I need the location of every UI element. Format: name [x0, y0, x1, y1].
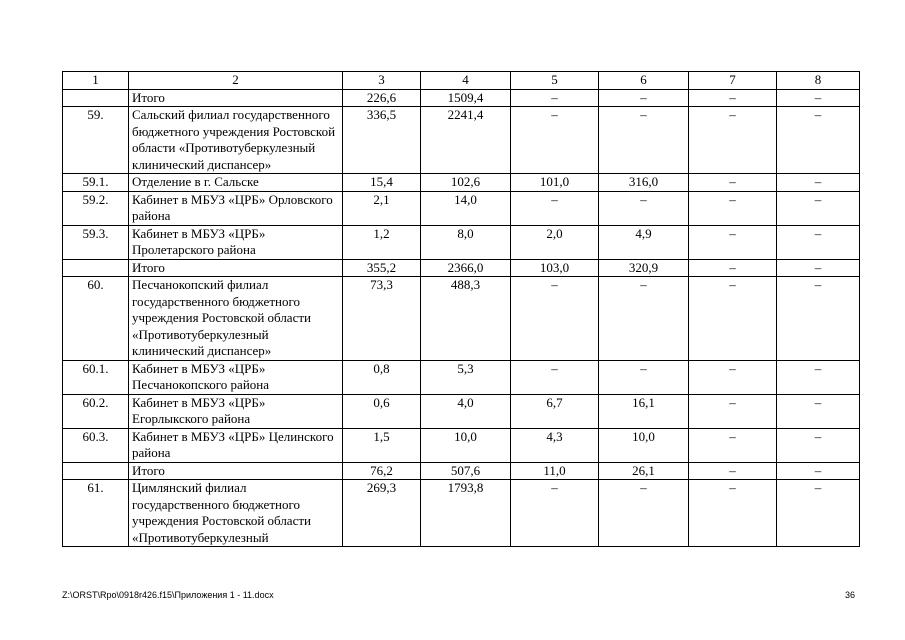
row-col3-cell: 2,1: [343, 191, 421, 225]
row-number-cell: [63, 89, 129, 107]
row-col8-cell: –: [777, 191, 860, 225]
row-col3-cell: 0,6: [343, 394, 421, 428]
table-header-row: [63, 72, 860, 90]
row-col7-cell: –: [689, 360, 777, 394]
row-col7-cell: –: [689, 428, 777, 462]
row-col3-cell: 269,3: [343, 480, 421, 547]
row-col7-cell: –: [689, 89, 777, 107]
row-col5-cell: –: [511, 191, 599, 225]
row-col6-cell: 316,0: [599, 174, 689, 192]
row-col4-cell: 8,0: [421, 225, 511, 259]
row-number-cell: [63, 462, 129, 480]
row-name-cell: Песчанокопский филиал государственного бюджетного учреждения Ростовской области «Противотуберкулезный клинический диспансер»: [129, 277, 343, 361]
header-cell: 1: [63, 72, 129, 90]
row-col8-cell: –: [777, 89, 860, 107]
table-row: [63, 174, 860, 192]
row-col5-cell: –: [511, 89, 599, 107]
table-row: [63, 259, 860, 277]
row-col5-cell: 101,0: [511, 174, 599, 192]
row-col3-cell: 336,5: [343, 107, 421, 174]
row-col7-cell: –: [689, 191, 777, 225]
row-col5-cell: 2,0: [511, 225, 599, 259]
row-col7-cell: –: [689, 462, 777, 480]
row-col4-cell: 507,6: [421, 462, 511, 480]
table-row: [63, 428, 860, 462]
row-col8-cell: –: [777, 428, 860, 462]
row-col8-cell: –: [777, 174, 860, 192]
row-col4-cell: 102,6: [421, 174, 511, 192]
row-col3-cell: 76,2: [343, 462, 421, 480]
row-name-cell: Итого: [129, 89, 343, 107]
row-col6-cell: 16,1: [599, 394, 689, 428]
row-col4-cell: 1509,4: [421, 89, 511, 107]
row-col7-cell: –: [689, 107, 777, 174]
table-row: [63, 462, 860, 480]
header-cell: 6: [599, 72, 689, 90]
row-col6-cell: 4,9: [599, 225, 689, 259]
row-col3-cell: 15,4: [343, 174, 421, 192]
row-col3-cell: 1,2: [343, 225, 421, 259]
row-name-cell: Цимлянский филиал государственного бюджетного учреждения Ростовской области «Противотуберкулезный: [129, 480, 343, 547]
row-col3-cell: 0,8: [343, 360, 421, 394]
row-number-cell: 59.3.: [63, 225, 129, 259]
table-row: [63, 225, 860, 259]
row-col8-cell: –: [777, 360, 860, 394]
row-number-cell: 59.2.: [63, 191, 129, 225]
data-table: [62, 71, 860, 547]
header-cell: 4: [421, 72, 511, 90]
table-row: [63, 394, 860, 428]
row-col8-cell: –: [777, 225, 860, 259]
row-col3-cell: 355,2: [343, 259, 421, 277]
row-col4-cell: 10,0: [421, 428, 511, 462]
row-number-cell: 60.: [63, 277, 129, 361]
row-number-cell: 61.: [63, 480, 129, 547]
row-name-cell: Кабинет в МБУЗ «ЦРБ» Егорлыкского района: [129, 394, 343, 428]
row-col7-cell: –: [689, 225, 777, 259]
row-name-cell: Итого: [129, 259, 343, 277]
table-row: [63, 107, 860, 174]
row-col5-cell: 6,7: [511, 394, 599, 428]
table-row: [63, 360, 860, 394]
row-col8-cell: –: [777, 277, 860, 361]
row-col3-cell: 1,5: [343, 428, 421, 462]
row-name-cell: Сальский филиал государственного бюджетного учреждения Ростовской области «Противотуберкулезный клинический диспансер»: [129, 107, 343, 174]
header-cell: 5: [511, 72, 599, 90]
row-col7-cell: –: [689, 480, 777, 547]
row-col6-cell: 320,9: [599, 259, 689, 277]
row-name-cell: Кабинет в МБУЗ «ЦРБ» Пролетарского района: [129, 225, 343, 259]
row-number-cell: [63, 259, 129, 277]
table-row: [63, 277, 860, 361]
row-col7-cell: –: [689, 394, 777, 428]
row-col6-cell: –: [599, 480, 689, 547]
row-name-cell: Кабинет в МБУЗ «ЦРБ» Песчанокопского района: [129, 360, 343, 394]
row-col8-cell: –: [777, 480, 860, 547]
header-cell: 3: [343, 72, 421, 90]
row-number-cell: 59.1.: [63, 174, 129, 192]
row-col4-cell: 1793,8: [421, 480, 511, 547]
row-col6-cell: –: [599, 89, 689, 107]
row-col6-cell: –: [599, 360, 689, 394]
row-col4-cell: 14,0: [421, 191, 511, 225]
row-col6-cell: –: [599, 107, 689, 174]
row-number-cell: 60.3.: [63, 428, 129, 462]
row-col7-cell: –: [689, 277, 777, 361]
row-col6-cell: –: [599, 191, 689, 225]
row-col5-cell: –: [511, 277, 599, 361]
row-col8-cell: –: [777, 259, 860, 277]
row-col5-cell: 4,3: [511, 428, 599, 462]
footer-page-number: 36: [845, 590, 856, 600]
table-row: [63, 480, 860, 547]
row-col4-cell: 2241,4: [421, 107, 511, 174]
row-col8-cell: –: [777, 107, 860, 174]
row-col8-cell: –: [777, 462, 860, 480]
table-row: [63, 89, 860, 107]
footer-file-path: Z:\ORST\Rpo\0918r426.f15\Приложения 1 - 11.docx: [62, 590, 274, 600]
row-col7-cell: –: [689, 174, 777, 192]
row-name-cell: Итого: [129, 462, 343, 480]
row-name-cell: Кабинет в МБУЗ «ЦРБ» Целинского района: [129, 428, 343, 462]
table-row: [63, 191, 860, 225]
row-col6-cell: –: [599, 277, 689, 361]
header-cell: 2: [129, 72, 343, 90]
row-number-cell: 60.2.: [63, 394, 129, 428]
row-number-cell: 60.1.: [63, 360, 129, 394]
header-cell: 8: [777, 72, 860, 90]
row-col4-cell: 488,3: [421, 277, 511, 361]
row-col7-cell: –: [689, 259, 777, 277]
row-col3-cell: 73,3: [343, 277, 421, 361]
row-col5-cell: –: [511, 480, 599, 547]
row-col5-cell: –: [511, 360, 599, 394]
row-col4-cell: 5,3: [421, 360, 511, 394]
row-col6-cell: 26,1: [599, 462, 689, 480]
row-col8-cell: –: [777, 394, 860, 428]
row-col3-cell: 226,6: [343, 89, 421, 107]
row-col4-cell: 4,0: [421, 394, 511, 428]
row-col4-cell: 2366,0: [421, 259, 511, 277]
row-name-cell: Кабинет в МБУЗ «ЦРБ» Орловского района: [129, 191, 343, 225]
header-cell: 7: [689, 72, 777, 90]
row-col5-cell: 103,0: [511, 259, 599, 277]
row-col6-cell: 10,0: [599, 428, 689, 462]
row-name-cell: Отделение в г. Сальске: [129, 174, 343, 192]
row-number-cell: 59.: [63, 107, 129, 174]
row-col5-cell: 11,0: [511, 462, 599, 480]
row-col5-cell: –: [511, 107, 599, 174]
